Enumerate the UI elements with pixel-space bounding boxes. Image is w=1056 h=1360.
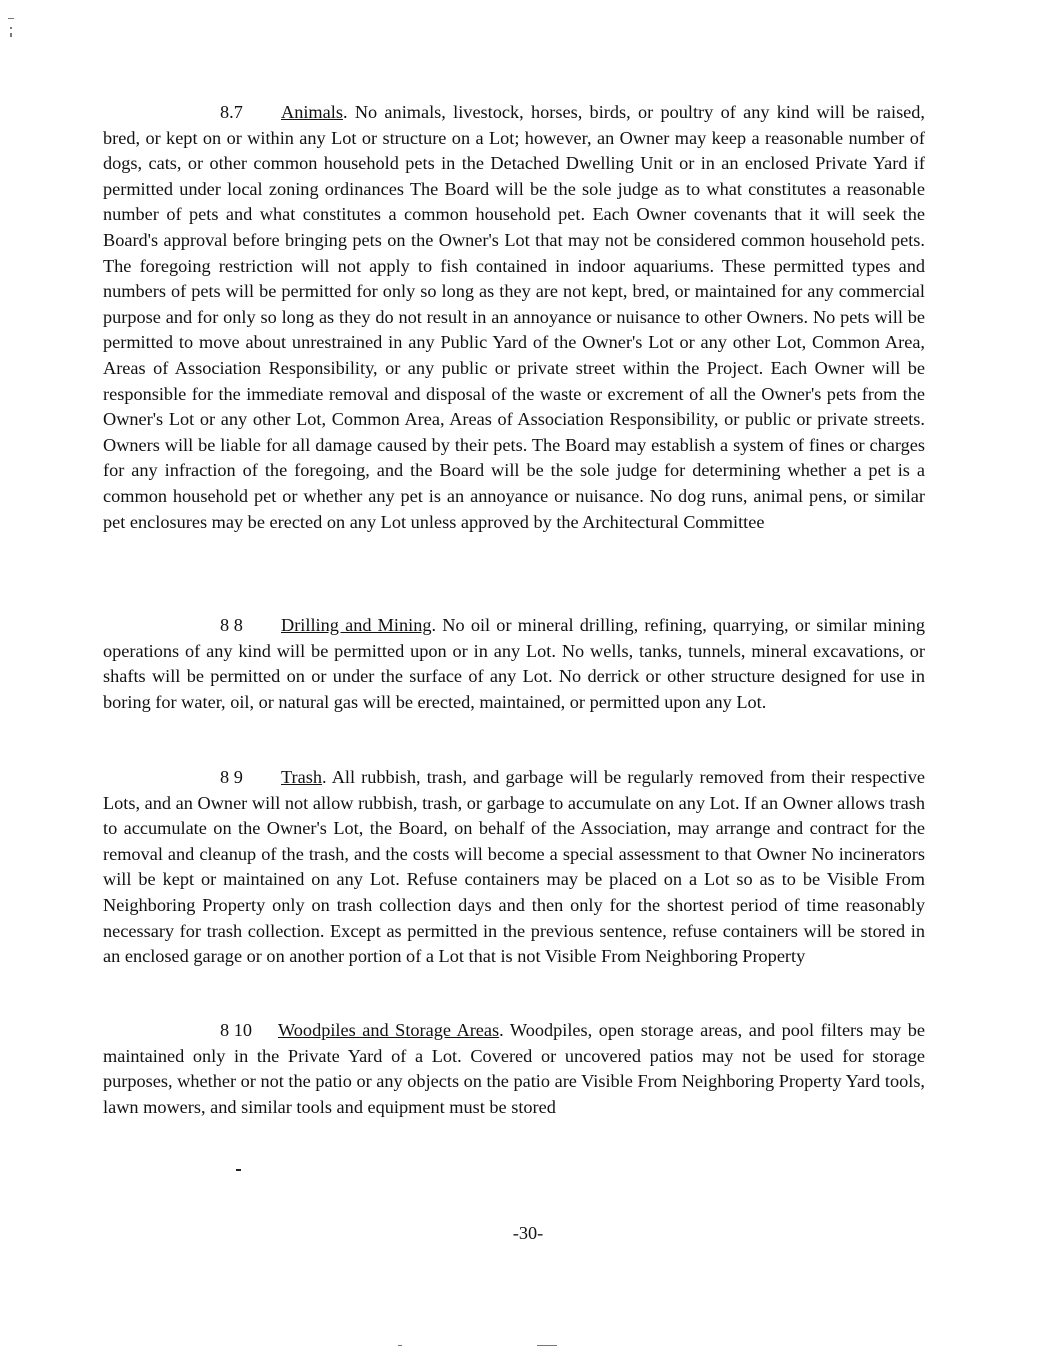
section-number: 8 9 [220,767,243,787]
scan-artifact-mark [8,18,14,19]
scan-artifact-mark [10,33,12,37]
section-number: 8 10 [220,1020,252,1040]
scan-artifact-mark [236,1169,241,1171]
section-number: 8 8 [220,615,243,635]
section-title: Drilling and Mining [281,615,432,635]
section-trash: 8 9 Trash. All rubbish, trash, and garbage will be regularly removed from their respective Lots, and an Owner will not allow rubbish, trash, or garbage to accumulate on any Lot. If an Owner allows trash to accumulate on the Owner's Lot, the Board, on behalf of the Association, may arrange and contract for the removal and cleanup of the trash, and the costs will become a special assessment to that Owner No incinerators will be kept or maintained on any Lot. Refuse containers may be placed on a Lot so as to be Visible From Neighboring Property only on trash collection days and then only for the shortest period of time reasonably necessary for trash collection. Except as permitted in the previous sentence, refuse containers will be stored in an enclosed garage or on another portion of a Lot that is not Visible From Neighboring Property [103,767,926,967]
scan-artifact-mark [398,1345,402,1346]
section-body: No oil or mineral drilling, refining, quarrying, or similar mining operations of any kind will be permitted upon or in any Lot. No wells, tanks, tunnels, mineral excavations, or shafts will be permitted on or under the surface of any Lot. No derrick or other structure designed for use in boring for water, oil, or natural gas will be erected, maintained, or permitted upon any Lot. [103,615,926,712]
section-number: 8.7 [220,102,243,122]
section-woodpiles-and-storage-areas: 8 10 Woodpiles and Storage Areas. Woodpiles, open storage areas, and pool filters may be maintained only in the Private Yard of a Lot. Covered or uncovered patios may not be used for storage purposes, whether or not the patio or any objects on the patio are Visible From Neighboring Property Yard tools, lawn mowers, and similar tools and equipment must be stored [103,1020,926,1117]
page-number: -30- [512,1223,544,1243]
section-body: No animals, livestock, horses, birds, or poultry of any kind will be raised, bred, or kept on or within any Lot or structure on a Lot; however, an Owner may keep a reasonable number of dogs, cats, or other common household pets in the Detached Dwelling Unit or in an enclosed Private Yard if permitted under local zoning ordinances The Board will be the sole judge as to what constitutes a reasonable number of pets and what constitutes a common household pet. Each Owner covenants that it will seek the Board's approval before bringing pets on the Owner's Lot that may not be considered common household pets. The foregoing restriction will not apply to fish contained in indoor aquariums. These permitted types and numbers of pets will be permitted for only so long as they are not kept, bred, or maintained for any commercial purpose and for only so long as they do not result in an annoyance or nuisance to other Owners. No pets will be permitted to move about unrestrained in any Public Yard of the Owner's Lot or any other Lot, Common Area, Areas of Association Responsibility, or any public or private street within the Project. Each Owner will be responsible for the immediate removal and disposal of the waste or excrement of all the Owner's pets from the Owner's Lot or any other Lot, Common Area, Areas of Association Responsibility, or public or private streets. Owners will be liable for all damage caused by their pets. The Board may establish a system of fines or charges for any infraction of the foregoing, and the Board will be the sole judge for determining whether a pet is a common household pet or whether any pet is an annoyance or nuisance. No dog runs, animal pens, or similar pet enclosures may be erected on any Lot unless approved by the Architectural Committee [103,102,926,532]
section-title: Woodpiles and Storage Areas [278,1020,500,1040]
scan-artifact-mark [537,1345,557,1346]
section-body: Woodpiles, open storage areas, and pool filters may be maintained only in the Private Yard of a Lot. Covered or uncovered patios may not be used for storage purposes, whether or not the patio or any objects on the patio are Visible From Neighboring Property Yard tools, lawn mowers, and similar tools and equipment must be stored [103,1020,926,1117]
section-title: Animals [281,102,343,122]
scan-artifact-mark [10,27,12,29]
section-title: Trash [281,767,322,787]
section-animals: 8.7 Animals. No animals, livestock, horses, birds, or poultry of any kind will be raised, bred, or kept on or within any Lot or structure on a Lot; however, an Owner may keep a reasonable number of dogs, cats, or other common household pets in the Detached Dwelling Unit or in an enclosed Private Yard if permitted under local zoning ordinances The Board will be the sole judge as to what constitutes a reasonable number of pets and what constitutes a common household pet. Each Owner covenants that it will seek the Board's approval before bringing pets on the Owner's Lot that may not be considered common household pets. The foregoing restriction will not apply to fish contained in indoor aquariums. These permitted types and numbers of pets will be permitted for only so long as they are not kept, bred, or maintained for any commercial purpose and for only so long as they do not result in an annoyance or nuisance to other Owners. No pets will be permitted to move about unrestrained in any Public Yard of the Owner's Lot or any other Lot, Common Area, Areas of Association Responsibility, or any public or private street within the Project. Each Owner will be responsible for the immediate removal and disposal of the waste or excrement of all the Owner's pets from the Owner's Lot or any other Lot, Common Area, Areas of Association Responsibility, or public or private streets. Owners will be liable for all damage caused by their pets. The Board may establish a system of fines or charges for any infraction of the foregoing, and the Board will be the sole judge for determining whether a pet is a common household pet or whether any pet is an annoyance or nuisance. No dog runs, animal pens, or similar pet enclosures may be erected on any Lot unless approved by the Architectural Committee [103,102,926,532]
section-drilling-and-mining: 8 8 Drilling and Mining. No oil or mineral drilling, refining, quarrying, or similar mining operations of any kind will be permitted upon or in any Lot. No wells, tanks, tunnels, mineral excavations, or shafts will be permitted on or under the surface of any Lot. No derrick or other structure designed for use in boring for water, oil, or natural gas will be erected, maintained, or permitted upon any Lot. [103,615,926,712]
section-body: All rubbish, trash, and garbage will be regularly removed from their respective Lots, and an Owner will not allow rubbish, trash, or garbage to accumulate on any Lot. If an Owner allows trash to accumulate on the Owner's Lot, the Board, on behalf of the Association, may arrange and contract for the removal and cleanup of the trash, and the costs will become a special assessment to that Owner No incinerators will be kept or maintained on any Lot. Refuse containers may be placed on a Lot so as to be Visible From Neighboring Property only on trash collection days and then only for the shortest period of time reasonably necessary for trash collection. Except as permitted in the previous sentence, refuse containers will be stored in an enclosed garage or on another portion of a Lot that is not Visible From Neighboring Property [103,767,926,967]
